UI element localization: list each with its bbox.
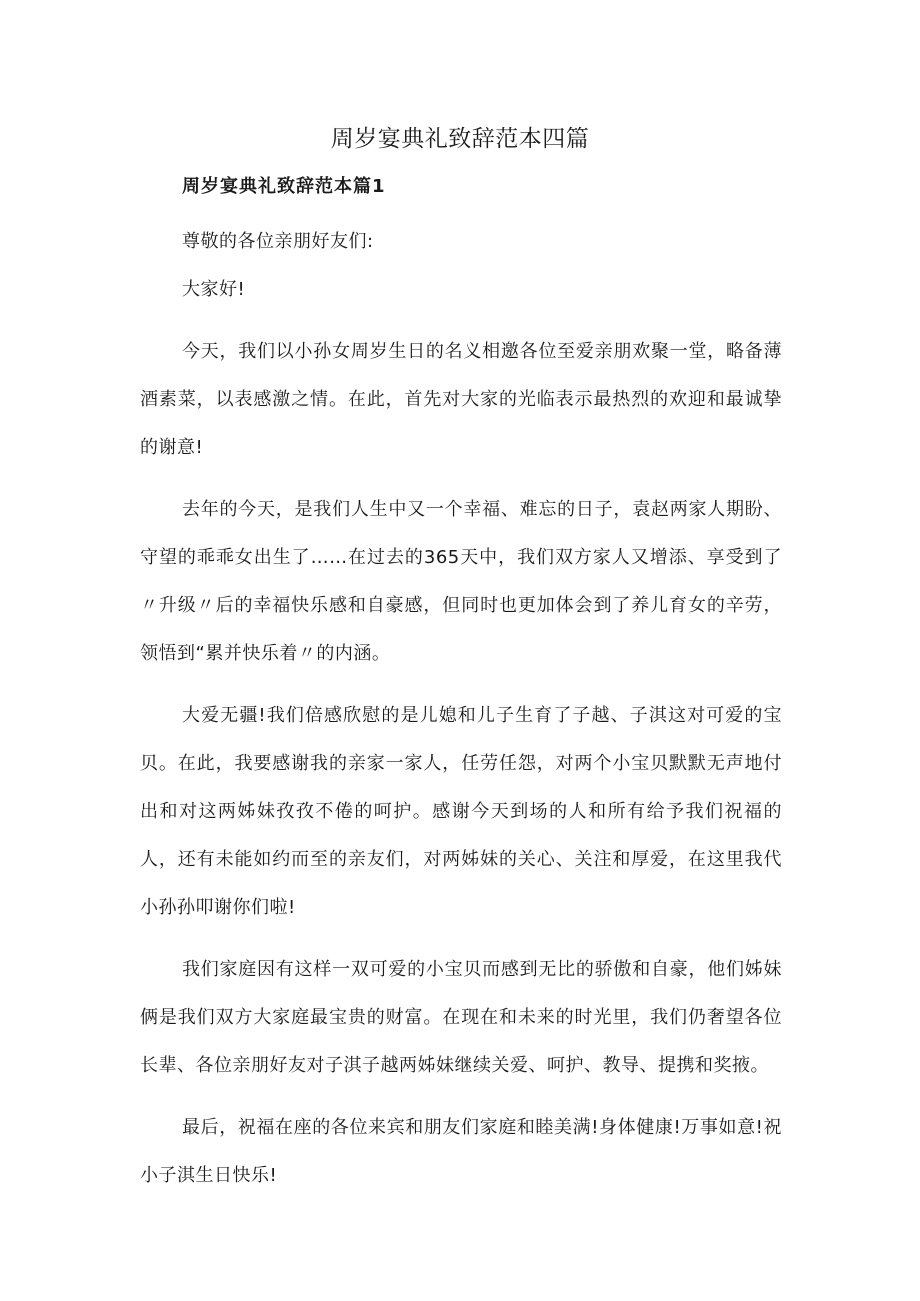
section-heading: 周岁宴典礼致辞范本篇1	[182, 176, 386, 197]
paragraph: 今天，我们以小孙女周岁生日的名义相邀各位至爱亲朋欢聚一堂，略备薄酒素菜，以表感激之情。在此，首先对大家的光临表示最热烈的欢迎和最诚挚的谢意!	[140, 341, 782, 458]
paragraph: 去年的今天，是我们人生中又一个幸福、难忘的日子，袁赵两家人期盼、守望的乖乖女出生了……在过去的365天中，我们双方家人又增添、享受到了〃升级〃后的幸福快乐感和自豪感，但同时也更加体会到了养儿育女的辛劳，领悟到“累并快乐着〃的内涵。	[140, 499, 782, 664]
paragraph-greeting: 大家好!	[182, 279, 246, 300]
paragraph: 我们家庭因有这样一双可爱的小宝贝而感到无比的骄傲和自豪，他们姊妹俩是我们双方大家庭最宝贵的财富。在现在和未来的时光里，我们仍奢望各位长辈、各位亲朋好友对子淇子越两姊妹继续关爱、呵护、教导、提携和奖掖。	[140, 959, 782, 1076]
document-body	[140, 218, 782, 1214]
document-title: 周岁宴典礼致辞范本四篇	[330, 126, 590, 152]
paragraph-salutation: 尊敬的各位亲朋好友们:	[182, 231, 374, 252]
paragraph: 大爱无疆!我们倍感欣慰的是儿媳和儿子生育了子越、子淇这对可爱的宝贝。在此，我要感谢我的亲家一家人，任劳任怨，对两个小宝贝默默无声地付出和对这两姊妹孜孜不倦的呵护。感谢今天到场的人和所有给予我们祝福的人，还有未能如约而至的亲友们，对两姊妹的关心、关注和厚爱，在这里我代小孙孙叩谢你们啦!	[140, 705, 782, 918]
paragraph-closing: 最后，祝福在座的各位来宾和朋友们家庭和睦美满!身体健康!万事如意!祝小子淇生日快乐!	[140, 1117, 782, 1186]
